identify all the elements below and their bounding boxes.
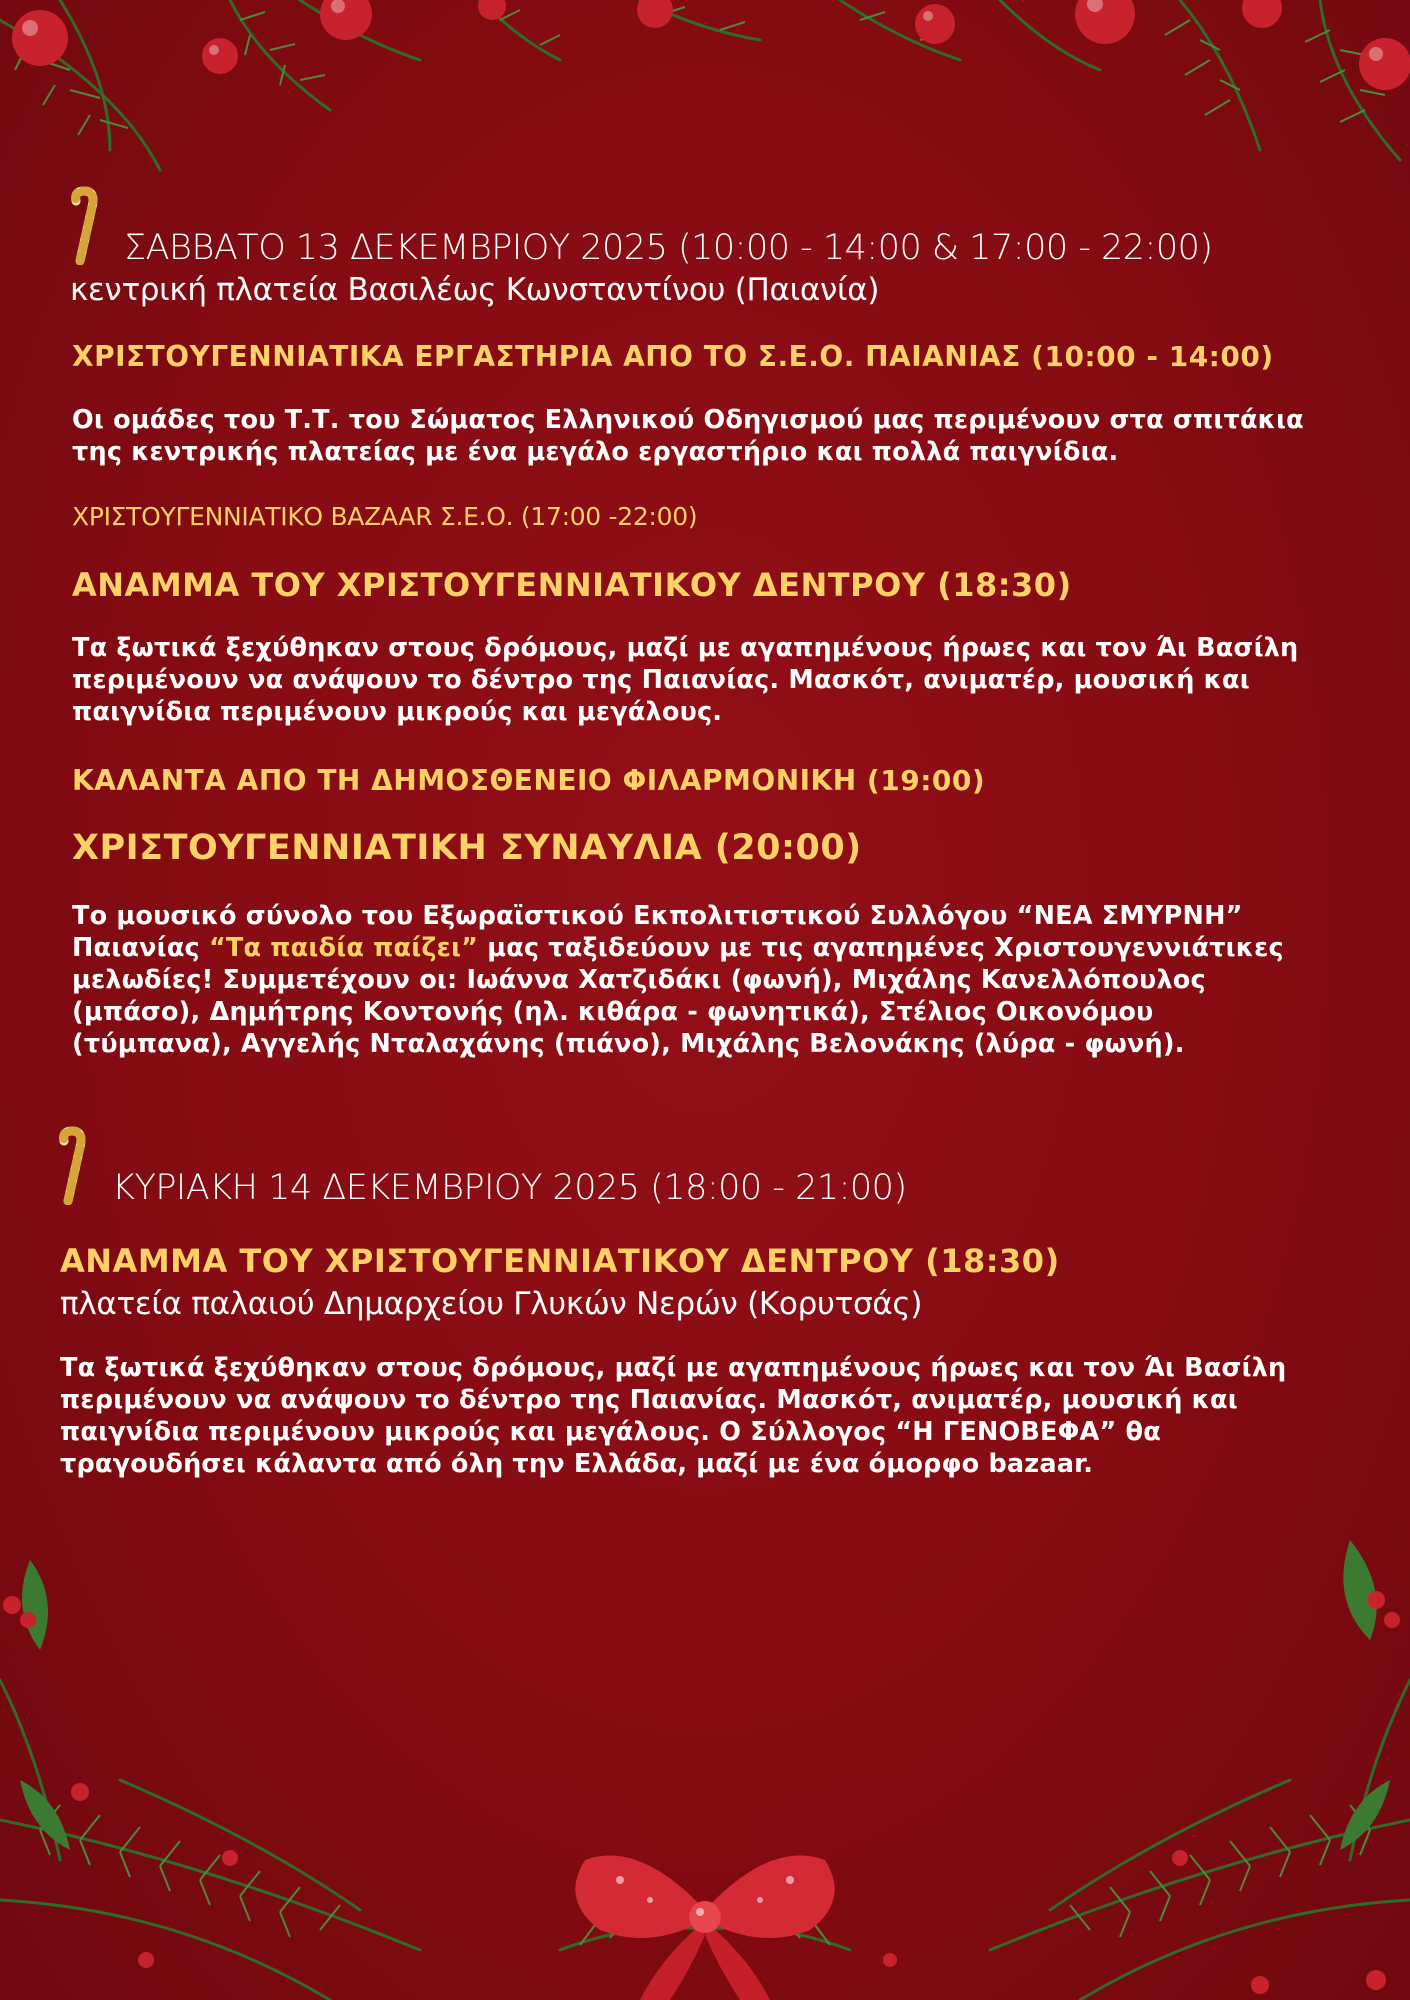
sunday-tree-lighting-heading: ΑΝΑΜΜΑ ΤΟΥ ΧΡΙΣΤΟΥΓΕΝΝΙΑΤΙΚΟΥ ΔΕΝΤΡΟΥ (18:30) [60,1242,1060,1280]
sunday-tree-line: τραγουδήσει κάλαντα από όλη την Ελλάδα, μαζί με ένα όμορφο bazaar. [60,1449,1094,1479]
candy-cane-icon [70,185,106,265]
workshops-line: Οι ομάδες του Τ.Τ. του Σώματος Ελληνικού Οδηγισμού μας περιμένουν στα σπιτάκια [72,405,1304,435]
workshops-line: της κεντρικής πλατείας με ένα μεγάλο εργαστήριο και πολλά παιγνίδια. [72,437,1119,467]
tree-lighting-line: παιγνίδια περιμένουν μικρούς και μεγάλους. [72,697,723,727]
saturday-location: κεντρική πλατεία Βασιλέως Κωνσταντίνου (Παιανία) [70,272,880,308]
sunday-tree-line: Τα ξωτικά ξεχύθηκαν στους δρόμους, μαζί με αγαπημένους ήρωες και τον Άι Βασίλη [60,1353,1287,1383]
concert-line: (τύμπανα), Αγγελής Νταλαχάνης (πιάνο), Μιχάλης Βελονάκης (λύρα - φωνή). [72,1029,1185,1059]
concert-line: Το μουσικό σύνολο του Εξωραϊστικού Εκπολιτιστικού Συλλόγου “ΝΕΑ ΣΜΥΡΝΗ” [72,901,1243,931]
ensemble-name-highlight: “Τα παιδία παίζει” [208,933,479,963]
tree-lighting-heading: ΑΝΑΜΜΑ ΤΟΥ ΧΡΙΣΤΟΥΓΕΝΝΙΑΤΙΚΟΥ ΔΕΝΤΡΟΥ (18:30) [72,566,1072,604]
concert-description [72,900,1284,1060]
concert-line: μελωδίες! Συμμετέχουν οι: Ιωάννα Χατζιδάκι (φωνή), Μιχάλης Κανελλόπουλος [72,965,1206,995]
concert-line: (μπάσο), Δημήτρης Κοντονής (ηλ. κιθάρα - φωνητικά), Στέλιος Οικονόμου [72,997,1154,1027]
concert-text: Παιανίας [72,933,209,963]
concert-text: μας ταξιδεύουν με τις αγαπημένες Χριστουγεννιάτικες [478,933,1284,963]
tree-lighting-line: Τα ξωτικά ξεχύθηκαν στους δρόμους, μαζί με αγαπημένους ήρωες και τον Άι Βασίλη [72,633,1299,663]
sunday-tree-line: παιγνίδια περιμένουν μικρούς και μεγάλους. Ο Σύλλογος “Η ΓΕΝΟΒΕΦΑ” θα [60,1417,1161,1447]
bazaar-heading: ΧΡΙΣΤΟΥΓΕΝΝΙΑΤΙΚΟ BAZAAR Σ.Ε.Ο. (17:00 -22:00) [72,502,698,531]
candy-cane-icon [58,1125,94,1205]
workshops-description [72,404,1304,468]
carols-heading: ΚΑΛΑΝΤΑ ΑΠΟ ΤΗ ΔΗΜΟΣΘΕΝΕΙΟ ΦΙΛΑΡΜΟΝΙΚΗ (19:00) [72,764,986,797]
sunday-tree-line: περιμένουν να ανάψουν το δέντρο της Παιανίας. Μασκότ, ανιματέρ, μουσική και [60,1385,1238,1415]
workshops-heading: ΧΡΙΣΤΟΥΓΕΝΝΙΑΤΙΚΑ ΕΡΓΑΣΤΗΡΙΑ ΑΠΟ ΤΟ Σ.Ε.Ο. ΠΑΙΑΝΙΑΣ (10:00 - 14:00) [72,340,1274,373]
concert-line [72,932,1284,964]
saturday-date: ΣΑΒΒΑΤΟ 13 ΔΕΚΕΜΒΡΙΟΥ 2025 (10:00 - 14:00 & 17:00 - 22:00) [124,228,1213,268]
tree-lighting-line: περιμένουν να ανάψουν το δέντρο της Παιανίας. Μασκότ, ανιματέρ, μουσική και [72,665,1250,695]
concert-heading: ΧΡΙΣΤΟΥΓΕΝΝΙΑΤΙΚΗ ΣΥΝΑΥΛΙΑ (20:00) [72,828,862,868]
tree-lighting-description [72,632,1298,728]
sunday-date: ΚΥΡΙΑΚΗ 14 ΔΕΚΕΜΒΡΙΟΥ 2025 (18:00 - 21:00) [112,1168,907,1208]
sunday-location: πλατεία παλαιού Δημαρχείου Γλυκών Νερών (Κορυτσάς) [60,1286,923,1322]
sunday-tree-lighting-description [60,1352,1286,1480]
